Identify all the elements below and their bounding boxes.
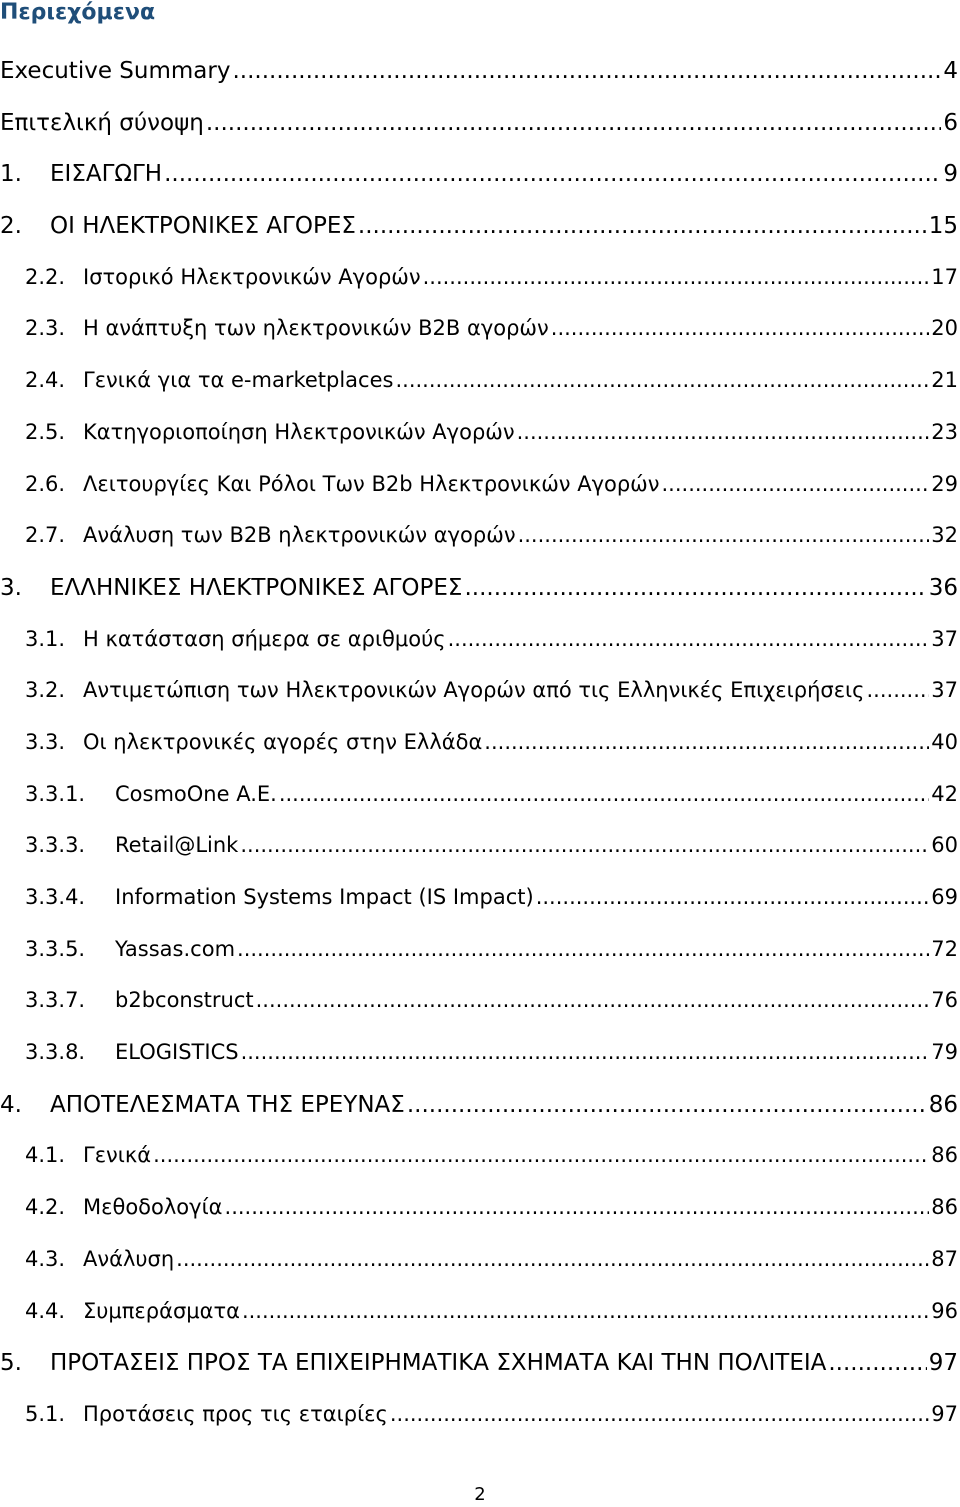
dot-leader xyxy=(395,368,929,392)
toc-entry-page: 42 xyxy=(931,781,958,806)
toc-entry-title: Η ανάπτυξη των ηλεκτρονικών B2B αγορών xyxy=(83,316,549,341)
toc-entry-title: Retail@Link xyxy=(115,833,239,858)
toc-entry-number: 3.2. xyxy=(25,678,66,703)
dot-leader xyxy=(164,161,941,187)
dot-leader xyxy=(279,782,929,806)
dot-leader xyxy=(484,730,929,754)
toc-entry-title: Γενικά xyxy=(83,1143,152,1168)
toc-heading: Περιεχόμενα xyxy=(0,0,156,25)
toc-entry-number: 2. xyxy=(0,213,22,240)
toc-entry-title: ΑΠΟΤΕΛΕΣΜΑΤΑ ΤΗΣ ΕΡΕΥΝΑΣ xyxy=(50,1091,405,1118)
toc-entry-page: 23 xyxy=(931,419,958,444)
toc-entry-number: 2.2. xyxy=(25,264,66,289)
toc-entry-title: b2bconstruct xyxy=(115,988,254,1013)
toc-entry-page: 97 xyxy=(928,1350,958,1377)
toc-entry-page: 17 xyxy=(931,264,958,289)
toc-entry[interactable] xyxy=(0,1247,960,1299)
toc-entry[interactable] xyxy=(0,368,960,420)
toc-entry-number: 4.1. xyxy=(25,1143,66,1168)
toc-entry-number: 2.5. xyxy=(25,419,66,444)
dot-leader xyxy=(241,1040,930,1064)
toc-entry[interactable] xyxy=(0,833,960,885)
toc-entry-number: 3.3.7. xyxy=(25,988,86,1013)
toc-entry[interactable] xyxy=(0,575,960,627)
toc-entry-page: 86 xyxy=(931,1143,958,1168)
toc-entry-number: 2.4. xyxy=(25,368,66,393)
toc-entry-number: 3.3.4. xyxy=(25,885,86,909)
toc-entry-title: ΠΡΟΤΑΣΕΙΣ ΠΡΟΣ ΤΑ ΕΠΙΧΕΙΡΗΜΑΤΙΚΑ ΣΧΗΜΑΤΑ ΚΑΙ ΤΗΝ ΠΟΛΙΤΕΙΑ xyxy=(50,1350,827,1377)
toc-entry[interactable] xyxy=(0,937,960,989)
toc-entry-number: 4.3. xyxy=(25,1246,66,1271)
toc-entry-number: 3.3.8. xyxy=(25,1040,86,1065)
dot-leader xyxy=(153,1143,929,1167)
table-of-contents xyxy=(0,58,960,1454)
toc-entry-title: Η κατάσταση σήμερα σε αριθμούς xyxy=(83,626,446,651)
toc-entry-number: 3.3. xyxy=(25,729,66,754)
toc-entry-number: 1. xyxy=(0,161,22,188)
dot-leader xyxy=(464,575,926,601)
toc-entry[interactable] xyxy=(0,1092,960,1144)
toc-entry-page: 87 xyxy=(931,1246,958,1271)
dot-leader xyxy=(242,1299,929,1323)
toc-entry-page: 60 xyxy=(931,833,958,858)
toc-entry-number: 3.3.5. xyxy=(25,936,86,961)
toc-entry-title: ΕΙΣΑΓΩΓΗ xyxy=(50,161,163,188)
toc-entry-title: Κατηγοριοποίηση Ηλεκτρονικών Αγορών xyxy=(83,419,515,444)
toc-entry-title: Μεθοδολογία xyxy=(83,1195,223,1220)
toc-entry-title: Προτάσεις προς τις εταιρίες xyxy=(83,1401,388,1426)
toc-entry-page: 4 xyxy=(943,58,958,84)
toc-entry[interactable] xyxy=(0,420,960,472)
toc-entry-title: Οι ηλεκτρονικές αγορές στην Ελλάδα xyxy=(83,729,483,754)
toc-entry-title: Επιτελική σύνοψη xyxy=(0,109,204,136)
toc-entry-title: Συμπεράσματα xyxy=(83,1298,240,1323)
toc-entry[interactable] xyxy=(0,885,960,937)
toc-entry-number: 5. xyxy=(0,1350,22,1377)
toc-entry[interactable] xyxy=(0,1299,960,1351)
dot-leader xyxy=(407,1092,927,1118)
toc-entry[interactable] xyxy=(0,730,960,782)
toc-entry-page: 36 xyxy=(928,574,958,601)
toc-entry-number: 5.1. xyxy=(25,1401,66,1426)
dot-leader xyxy=(551,316,930,340)
toc-entry[interactable] xyxy=(0,678,960,730)
toc-entry-page: 9 xyxy=(943,161,958,188)
toc-entry-number: 4.2. xyxy=(25,1195,66,1220)
toc-entry-page: 21 xyxy=(931,368,958,393)
toc-entry-number: 3.1. xyxy=(25,626,66,651)
toc-entry-title: ΕΛΛΗΝΙΚΕΣ ΗΛΕΚΤΡΟΝΙΚΕΣ ΑΓΟΡΕΣ xyxy=(50,574,463,601)
toc-entry[interactable] xyxy=(0,316,960,368)
toc-entry[interactable] xyxy=(0,1350,960,1402)
toc-entry-title: Information Systems Impact (IS Impact) xyxy=(115,885,534,909)
dot-leader xyxy=(237,937,929,961)
toc-entry-title: Ανάλυση xyxy=(83,1246,175,1271)
dot-leader xyxy=(176,1247,929,1271)
toc-entry-page: 37 xyxy=(931,626,958,651)
toc-entry-number: 2.6. xyxy=(25,471,66,496)
toc-entry-title: Αντιμετώπιση των Ηλεκτρονικών Αγορών από τις Ελληνικές Επιχειρήσεις xyxy=(83,678,865,703)
toc-entry-page: 76 xyxy=(931,988,958,1013)
toc-entry-page: 32 xyxy=(931,523,958,548)
toc-entry-page: 29 xyxy=(931,471,958,496)
toc-entry-title: Ιστορικό Ηλεκτρονικών Αγορών xyxy=(83,264,421,289)
toc-entry[interactable] xyxy=(0,627,960,679)
toc-entry-title: Yassas.com xyxy=(115,936,236,961)
dot-leader xyxy=(517,420,930,444)
toc-entry-number: 3. xyxy=(0,574,22,601)
toc-entry[interactable] xyxy=(0,782,960,834)
dot-leader xyxy=(358,213,927,239)
toc-entry-number: 3.3.1. xyxy=(25,781,86,806)
toc-entry-page: 37 xyxy=(931,678,958,703)
toc-entry-page: 20 xyxy=(931,316,958,341)
toc-entry[interactable] xyxy=(0,1402,960,1454)
toc-entry-page: 96 xyxy=(931,1298,958,1323)
dot-leader xyxy=(206,110,942,136)
toc-entry-title: ΟΙ ΗΛΕΚΤΡΟΝΙΚΕΣ ΑΓΟΡΕΣ xyxy=(50,213,356,240)
dot-leader xyxy=(662,472,930,496)
toc-entry-page: 79 xyxy=(931,1040,958,1065)
toc-entry-page: 15 xyxy=(928,213,958,240)
page-number: 2 xyxy=(474,1484,486,1505)
toc-entry[interactable] xyxy=(0,161,960,213)
toc-entry-number: 3.3.3. xyxy=(25,833,86,858)
dot-leader xyxy=(256,988,930,1012)
toc-entry-page: 86 xyxy=(928,1091,958,1118)
toc-entry-page: 72 xyxy=(931,936,958,961)
toc-entry[interactable] xyxy=(0,472,960,524)
toc-entry-title: Executive Summary xyxy=(0,58,231,84)
toc-entry-page: 86 xyxy=(931,1195,958,1220)
toc-entry-number: 2.7. xyxy=(25,523,66,548)
dot-leader xyxy=(828,1350,926,1376)
toc-entry-page: 6 xyxy=(943,109,958,136)
toc-entry-page: 40 xyxy=(931,729,958,754)
toc-entry-number: 4.4. xyxy=(25,1298,66,1323)
toc-entry[interactable] xyxy=(0,1040,960,1092)
dot-leader xyxy=(518,523,930,547)
toc-entry[interactable] xyxy=(0,1195,960,1247)
dot-leader xyxy=(536,885,930,909)
toc-entry[interactable] xyxy=(0,265,960,317)
dot-leader xyxy=(225,1195,930,1219)
toc-entry[interactable] xyxy=(0,110,960,162)
dot-leader xyxy=(232,58,941,84)
toc-entry-page: 69 xyxy=(931,885,958,909)
toc-entry-number: 2.3. xyxy=(25,316,66,341)
toc-entry-title: CosmoOne A.E. xyxy=(115,781,277,806)
toc-entry-number: 4. xyxy=(0,1091,22,1118)
toc-entry[interactable] xyxy=(0,213,960,265)
toc-entry-title: Ανάλυση των B2B ηλεκτρονικών αγορών xyxy=(83,523,516,548)
dot-leader xyxy=(423,265,930,289)
toc-entry[interactable] xyxy=(0,988,960,1040)
toc-entry[interactable] xyxy=(0,58,960,110)
toc-entry-title: Λειτουργίες Και Ρόλοι Των B2b Ηλεκτρονικών Αγορών xyxy=(83,471,660,496)
dot-leader xyxy=(448,627,930,651)
toc-entry[interactable] xyxy=(0,1143,960,1195)
toc-entry[interactable] xyxy=(0,523,960,575)
toc-entry-page: 97 xyxy=(931,1401,958,1426)
toc-entry-title: Γενικά για τα e-marketplaces xyxy=(83,368,394,393)
dot-leader xyxy=(240,833,929,857)
dot-leader xyxy=(390,1402,929,1426)
toc-entry-title: ELOGISTICS xyxy=(115,1040,239,1065)
dot-leader xyxy=(867,678,930,702)
